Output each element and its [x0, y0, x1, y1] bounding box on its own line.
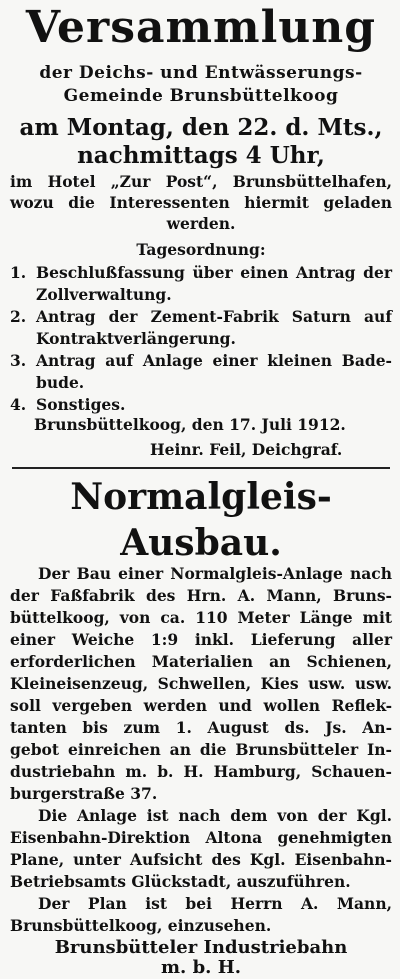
meeting-place-date: Brunsbüttelkoog, den 17. Juli 1912.	[34, 415, 346, 434]
meeting-subtitle-line2: Gemeinde Brunsbüttelkoog	[63, 86, 339, 106]
agenda-text: Antrag der Zement-Fabrik Saturn auf	[36, 307, 392, 326]
tender-text-line: Eisenbahn-Direktion Altona genehmigten	[10, 828, 392, 847]
agenda-item-2-cont: Kontraktverlängerung.	[36, 329, 236, 348]
tender-text-line: burgerstraße 37.	[10, 784, 158, 803]
agenda-number: 1.	[10, 263, 27, 282]
agenda-item-3-cont: bude.	[36, 373, 85, 392]
agenda-text: Sonstiges.	[36, 395, 126, 414]
meeting-venue-line1: im Hotel „Zur Post“, Brunsbüttelhafen,	[10, 172, 392, 191]
tender-text-line: Der Plan ist bei Herrn A. Mann,	[38, 894, 392, 913]
tender-text-line: Brunsbüttelkoog, einzusehen.	[10, 916, 272, 935]
tender-text-line: soll vergeben werden und wollen Reflek-	[10, 696, 392, 715]
agenda-text: Beschlußfassung über einen Antrag der	[36, 263, 392, 282]
tender-text-line: Kleineisenzeug, Schwellen, Kies usw. usw.	[10, 674, 392, 693]
section-divider	[12, 467, 390, 469]
tender-title-line2: Ausbau.	[120, 522, 282, 564]
tender-text-line: tanten bis zum 1. August ds. Js. An-	[10, 718, 392, 737]
meeting-subtitle-line1: der Deichs- und Entwässerungs-	[39, 63, 363, 83]
tender-text-line: Der Bau einer Normalgleis-Anlage nach	[38, 564, 392, 583]
agenda-item-1-cont: Zollverwaltung.	[36, 285, 172, 304]
meeting-venue-line2: wozu die Interessenten hiermit geladen	[10, 193, 392, 212]
meeting-time: nachmittags 4 Uhr,	[77, 142, 325, 169]
agenda-item-2	[10, 307, 392, 326]
meeting-venue-line3: werden.	[166, 214, 236, 233]
agenda-item-3	[10, 351, 392, 370]
meeting-date: am Montag, den 22. d. Mts.,	[19, 114, 383, 141]
tender-text-line: der Faßfabrik des Hrn. A. Mann, Bruns-	[10, 586, 392, 605]
tender-text-line: dustriebahn m. b. H. Hamburg, Schauen-	[10, 762, 392, 781]
tender-title-line1: Normalgleis-	[70, 476, 332, 518]
agenda-number: 2.	[10, 307, 27, 326]
tender-text-line: büttelkoog, von ca. 110 Meter Länge mit	[10, 608, 392, 627]
agenda-item-1	[10, 263, 392, 282]
tender-text-line: Die Anlage ist nach dem von der Kgl.	[38, 806, 392, 825]
tender-text-line: einer Weiche 1:9 inkl. Lieferung aller	[10, 630, 392, 649]
tender-text-line: Plane, unter Aufsicht des Kgl. Eisenbahn-	[10, 850, 392, 869]
agenda-number: 4.	[10, 395, 27, 414]
agenda-number: 3.	[10, 351, 27, 370]
agenda-heading: Tagesordnung:	[136, 240, 266, 259]
agenda-item-4	[10, 395, 392, 414]
tender-text-line: Betriebsamts Glückstadt, auszuführen.	[10, 872, 351, 891]
meeting-title: Versammlung	[25, 2, 377, 53]
tender-text-line: erforderlichen Materialien an Schienen,	[10, 652, 392, 671]
tender-text-line: gebot einreichen an die Brunsbütteler In-	[10, 740, 392, 759]
tender-signature-line2: m. b. H.	[161, 957, 241, 978]
tender-signature-line1: Brunsbütteler Industriebahn	[54, 937, 348, 958]
agenda-text: Antrag auf Anlage einer kleinen Bade-	[36, 351, 392, 370]
meeting-signature: Heinr. Feil, Deichgraf.	[150, 440, 343, 459]
